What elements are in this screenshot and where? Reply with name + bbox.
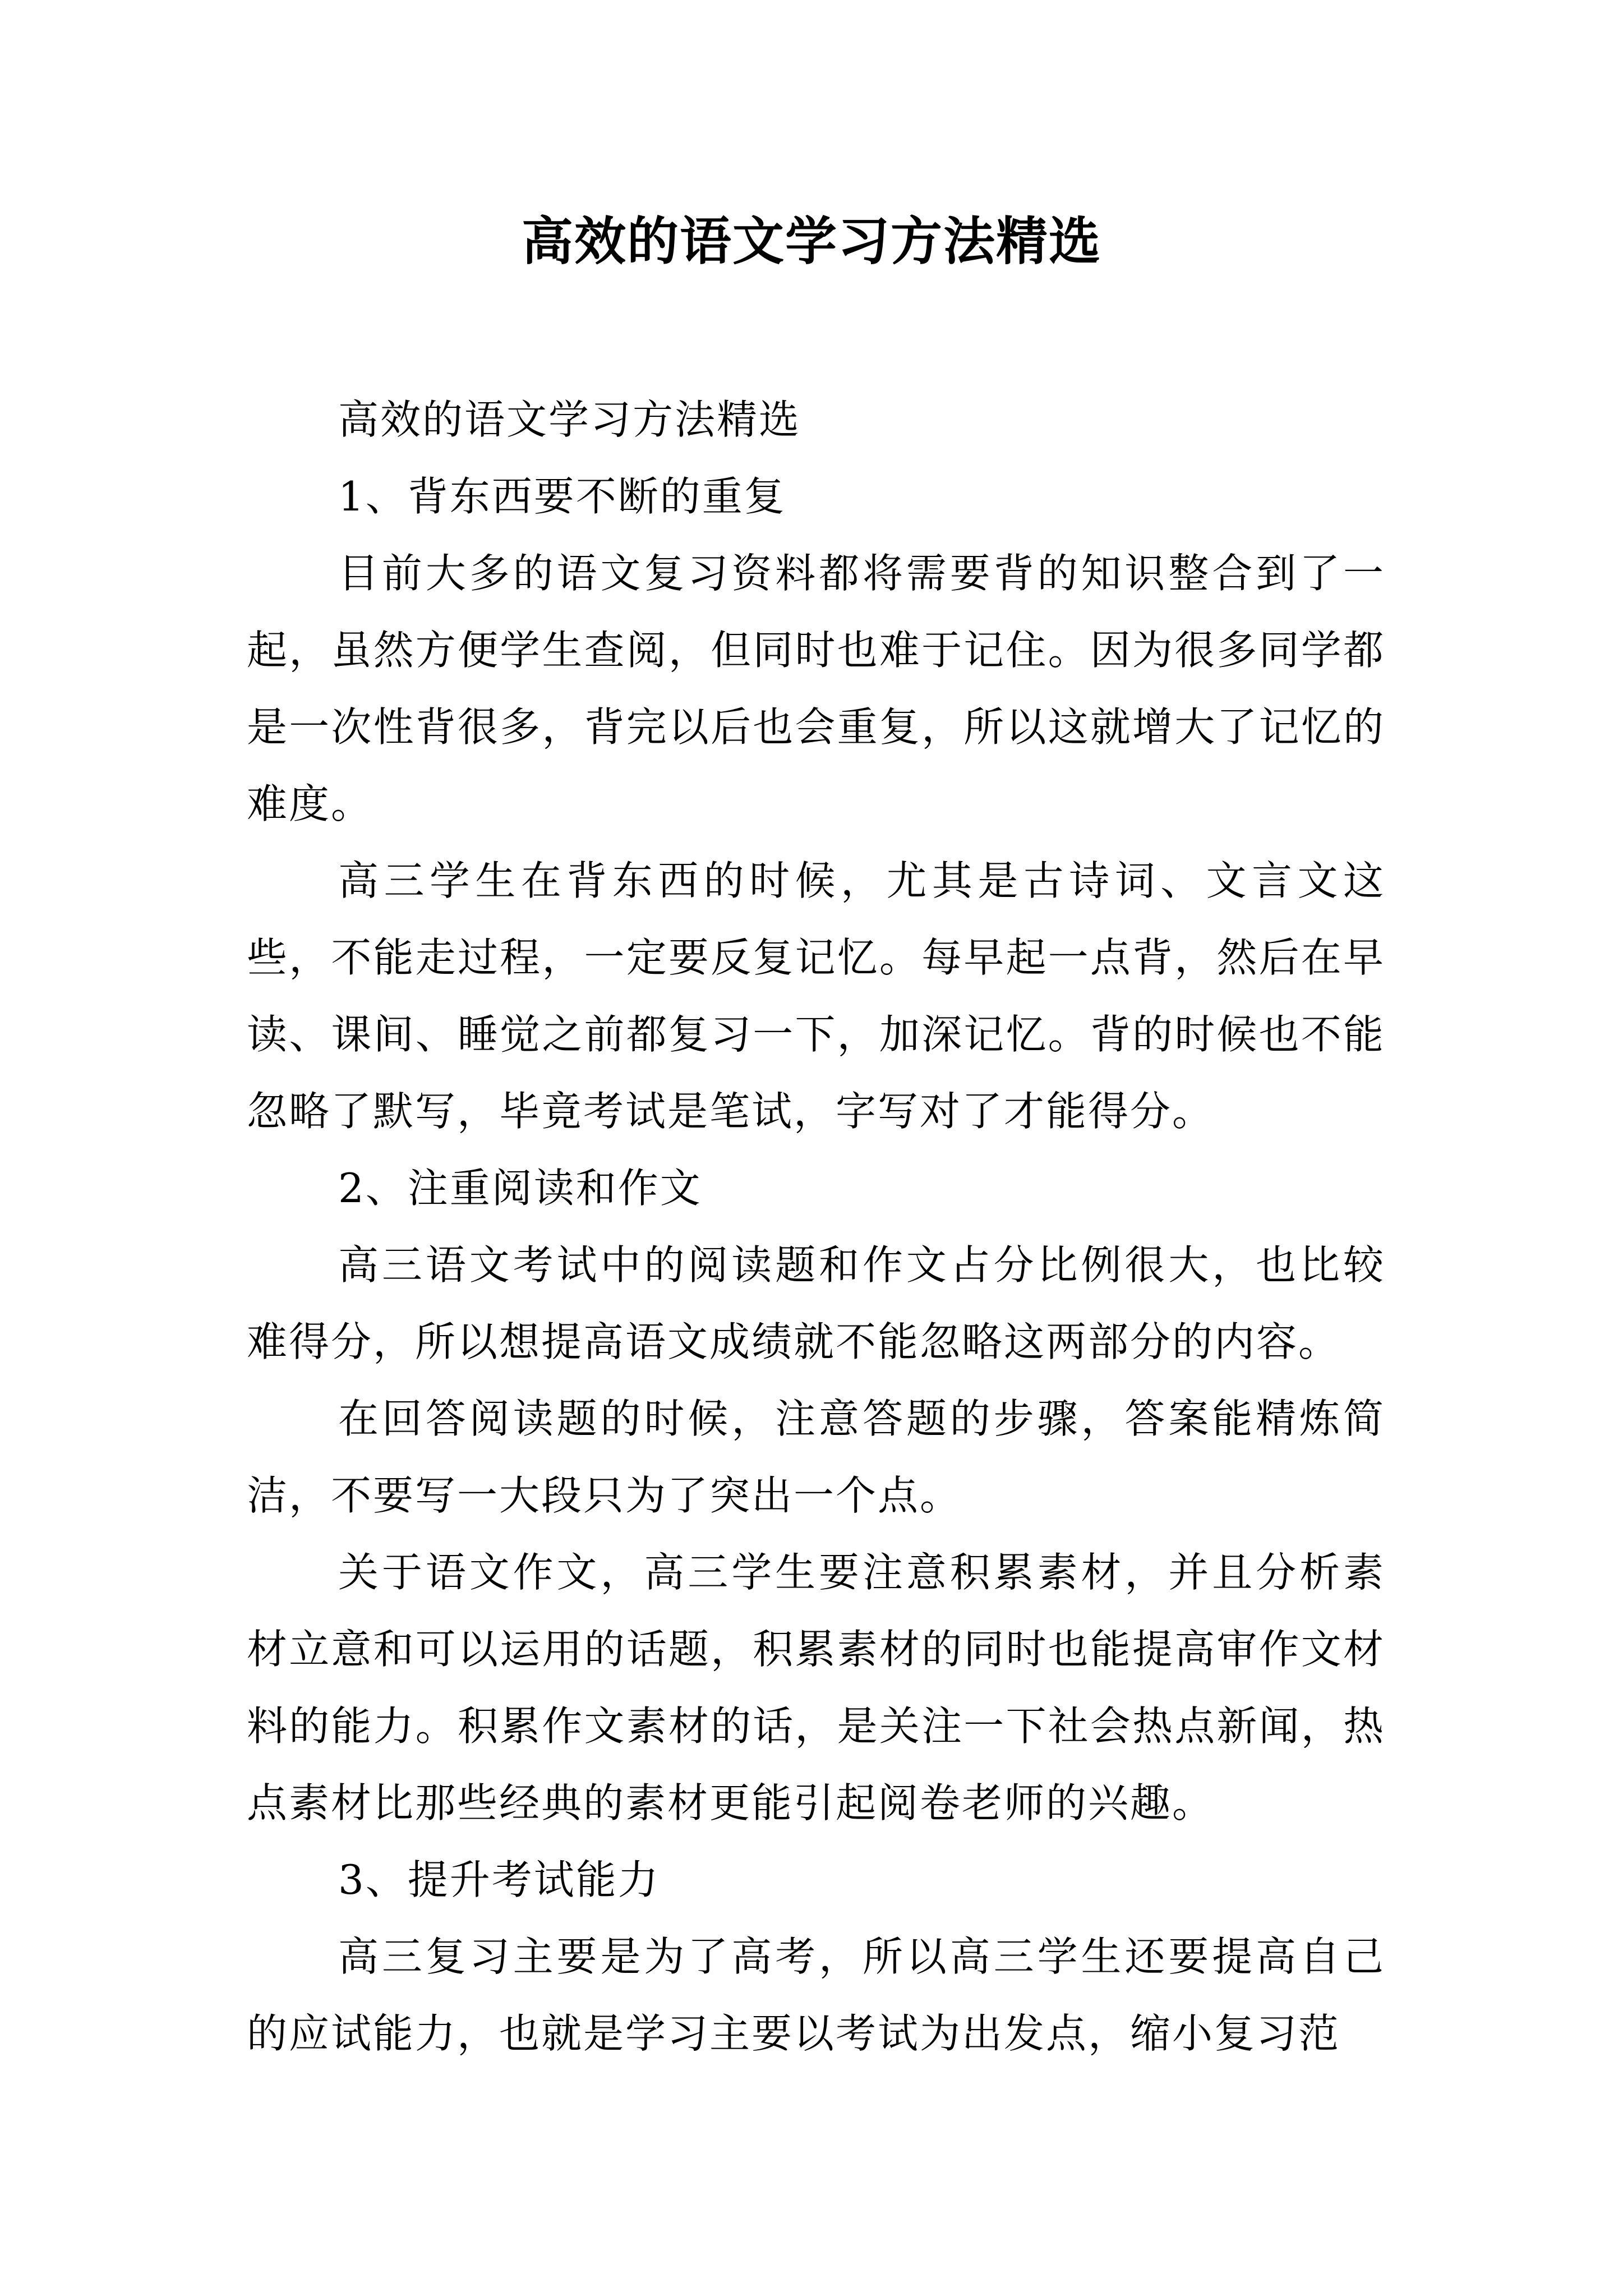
- document-body: [247, 381, 1385, 2072]
- paragraph-subtitle: 高效的语文学习方法精选: [338, 396, 801, 443]
- paragraph: 关于语文作文，高三学生要注意积累素材，并且分析素材立意和可以运用的话题，积累素材的同时也能提高审作文材料的能力。积累作文素材的话，是关注一下社会热点新闻，热点素材比那些经典的素材更能引起阅卷老师的兴趣。: [247, 1549, 1385, 1826]
- paragraph: 高三语文考试中的阅读题和作文占分比例很大，也比较难得分，所以想提高语文成绩就不能忽略这两部分的内容。: [247, 1241, 1385, 1365]
- section-heading-2: 2、注重阅读和作文: [338, 1165, 702, 1212]
- paragraph: 在回答阅读题的时候，注意答题的步骤，答案能精炼简洁，不要写一大段只为了突出一个点。: [247, 1395, 1385, 1519]
- paragraph: 高三复习主要是为了高考，所以高三学生还要提高自己的应试能力，也就是学习主要以考试为出发点，缩小复习范: [247, 1933, 1385, 2057]
- section-heading-3: 3、提升考试能力: [338, 1856, 660, 1903]
- section-heading-1: 1、背东西要不断的重复: [338, 473, 786, 520]
- paragraph: 目前大多的语文复习资料都将需要背的知识整合到了一起，虽然方便学生查阅，但同时也难于记住。因为很多同学都是一次性背很多，背完以后也会重复，所以这就增大了记忆的难度。: [247, 550, 1385, 827]
- paragraph: 高三学生在背东西的时候，尤其是古诗词、文言文这些，不能走过程，一定要反复记忆。每早起一点背，然后在早读、课间、睡觉之前都复习一下，加深记忆。背的时候也不能忽略了默写，毕竟考试是笔试，字写对了才能得分。: [247, 857, 1385, 1135]
- document-title: 高效的语文学习方法精选: [521, 211, 1101, 272]
